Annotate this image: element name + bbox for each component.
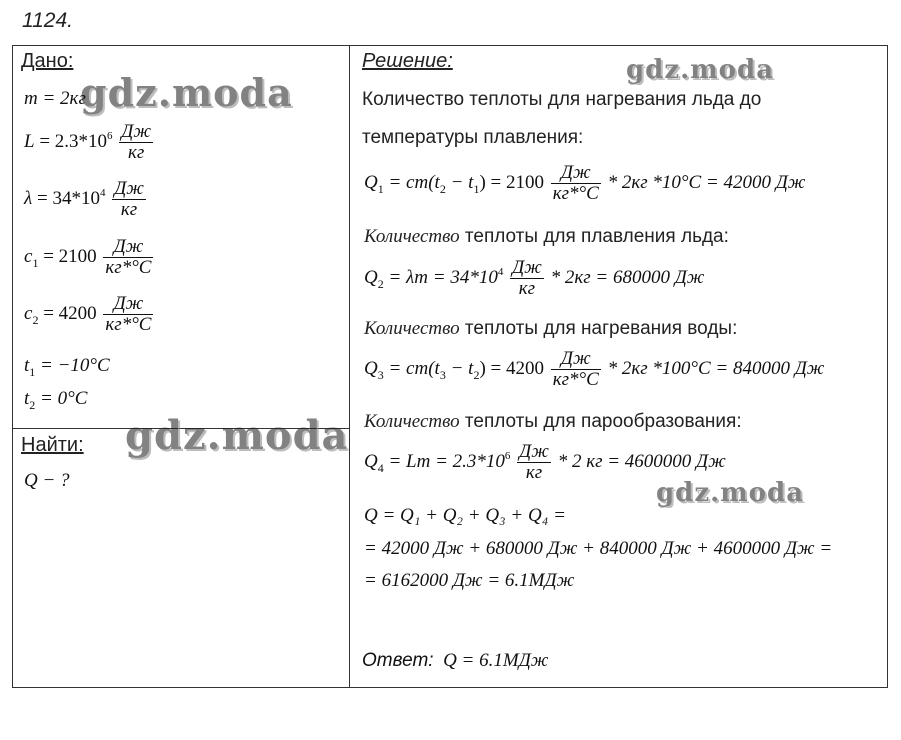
watermark-logo: gdz.moda	[626, 55, 775, 85]
watermark-logo: gdz.moda	[80, 70, 293, 115]
equation-sum-line3: = 6162000 Дж = 6.1МДж	[364, 570, 575, 591]
given-specific-heat-ice: $c_1 = 2100$ $\frac{Дж}{кг*^\circ C}$	[24, 236, 152, 278]
solution-text-melting-ice: Количество теплоты для плавления льда:	[364, 226, 729, 247]
find-header: Найти:	[21, 434, 84, 456]
watermark-logo: gdz.moda	[656, 478, 805, 508]
equation-q4: $Q_4 = Lm = 2.3*10^6$ $\frac{Дж}{кг}$ * 2 кг = 4600000 Дж	[364, 441, 726, 483]
given-latent-heat-vaporization: $L = 2.3*10^6$ $\frac{Дж}{кг}$	[24, 121, 152, 163]
equation-sum-line1: Q = Q₁ + Q₂ + Q₃ + Q₄ =	[364, 505, 566, 526]
given-header: Дано:	[21, 50, 74, 72]
given-specific-heat-water: $c_2 = 4200$ $\frac{Дж}{кг*^\circ C}$	[24, 293, 152, 335]
solution-text-heating-ice-line2: температуры плавления:	[362, 127, 584, 148]
solution-text-heating-ice-line1: Количество теплоты для нагревания льда до	[362, 89, 762, 110]
equation-q1: $Q_1 = cm(t_2 - t_1) = 2100$ $\frac{Дж}{кг*^\circ C}$ * 2кг *10°C = 42000 Дж	[364, 162, 806, 204]
watermark-logo: gdz.moda	[125, 412, 349, 459]
given-melting-temperature: $t_2 = 0^\circ C$	[24, 388, 88, 412]
column-divider	[349, 45, 350, 688]
equation-q3: $Q_3 = cm(t_3 - t_2) = 4200$ $\frac{Дж}{кг*^\circ C}$ * 2кг *100°C = 840000 Дж	[364, 348, 825, 390]
problem-number: 1124.	[22, 9, 73, 32]
solution-header: Решение:	[362, 50, 453, 72]
equation-sum-line2: = 42000 Дж + 680000 Дж + 840000 Дж + 4600000 Дж =	[364, 538, 833, 559]
given-initial-temperature: $t_1 = -10^\circ C$	[24, 355, 110, 379]
solution-text-vaporization: Количество теплоты для парообразования:	[364, 411, 742, 432]
given-mass: m = 2кг	[24, 88, 86, 109]
solution-text-heating-water: Количество теплоты для нагревания воды:	[364, 318, 738, 339]
answer: Ответ: Q = 6.1МДж	[362, 650, 549, 671]
find-quantity: Q − ?	[24, 470, 70, 491]
given-latent-heat-fusion: $\lambda = 34*10^4$ $\frac{Дж}{кг}$	[24, 178, 144, 220]
equation-q2: $Q_2 = \lambda m = 34*10^4$ $\frac{Дж}{кг}$ * 2кг = 680000 Дж	[364, 257, 705, 299]
